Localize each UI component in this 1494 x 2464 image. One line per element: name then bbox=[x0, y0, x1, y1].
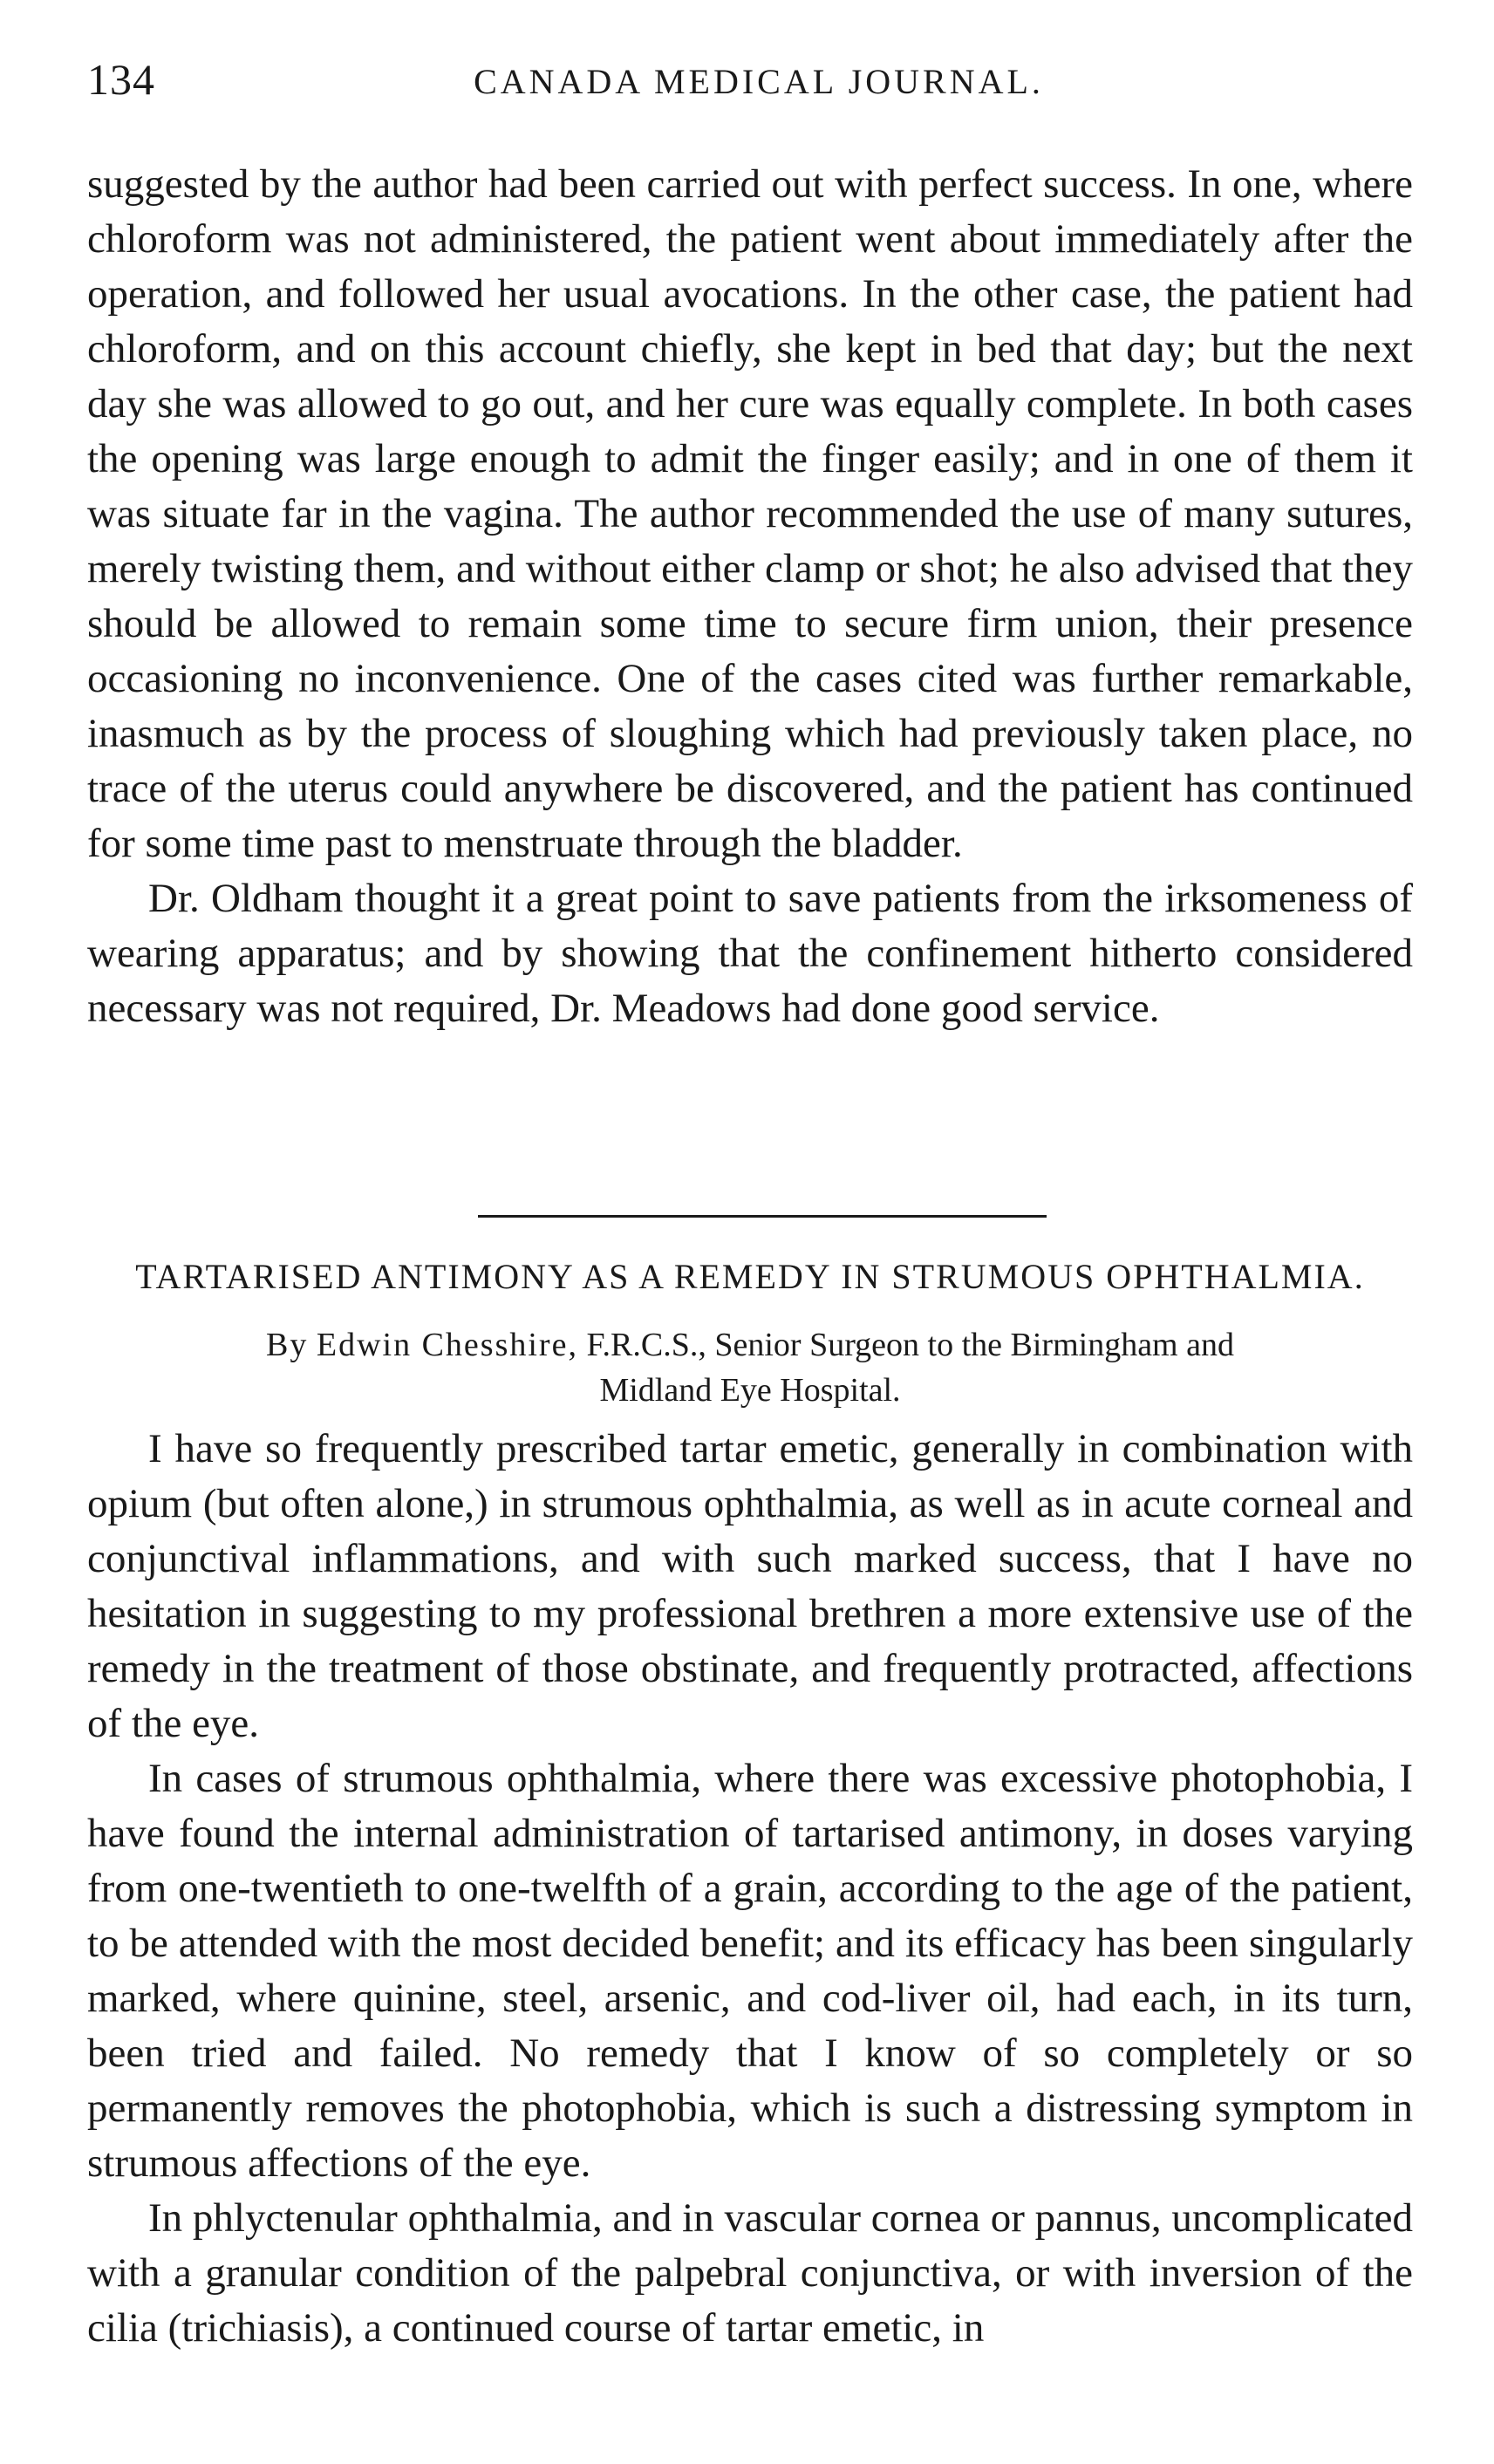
byline bbox=[87, 1322, 1413, 1413]
running-head bbox=[87, 54, 1430, 115]
article-paragraph: In phlyctenular ophthalmia, and in vascular cornea or pannus, uncomplicated with a granular condition of the palpebral conjunctiva, or with inversion of the cilia (trichiasis), a continued course of tartar emetic, in bbox=[87, 2195, 1413, 2351]
article-paragraph: In cases of strumous ophthalmia, where there was excessive photophobia, I have found the internal administration of tartarised antimony, in doses varying from one-twentieth to one-twelfth of a grain, according to the age of the patient, to be attended with the most decided benefit; and its efficacy has been singularly marked, where quinine, steel, arsenic, and cod-liver oil, had each, in its turn, been tried and failed. No remedy that I know of so completely or so permanently removes the photophobia, which is such a distressing symptom in strumous affections of the eye. bbox=[87, 1756, 1413, 2186]
journal-title: CANADA MEDICAL JOURNAL. bbox=[474, 62, 1044, 101]
continuation-paragraph: suggested by the author had been carried out with perfect success. In one, where chloroform was not administered, the patient went about immediately after the operation, and followed her usual avocations. In the other case, the patient had chloroform, and on this account chiefly, she kept in bed that day; but the next day she was allowed to go out, and her cure was equally complete. In both cases the opening was large enough to admit the finger easily; and in one of them it was situate far in the vagina. The author recommended the use of many sutures, merely twisting them, and without either clamp or shot; he also advised that they should be allowed to remain some time to secure firm union, their presence occasioning no inconvenience. One of the cases cited was further remarkable, inasmuch as by the process of sloughing which had previously taken place, no trace of the uterus could anywhere be discovered, and the patient has continued for some time past to menstruate through the bladder. bbox=[87, 161, 1413, 866]
byline-line-1 bbox=[87, 1322, 1413, 1368]
author-name: Edwin Chesshire, bbox=[316, 1327, 578, 1363]
page-number: 134 bbox=[87, 55, 155, 104]
byline-line-2: Midland Eye Hospital. bbox=[599, 1372, 901, 1409]
article-body bbox=[87, 1422, 1413, 2356]
article-title: TARTARISED ANTIMONY AS A REMEDY IN STRUMOUS OPHTHALMIA. bbox=[135, 1257, 1365, 1296]
oldham-paragraph: Dr. Oldham thought it a great point to save patients from the irksomeness of wearing apparatus; and by showing that the confinement hitherto considered necessary was not required, Dr. Meadows had done good service. bbox=[87, 876, 1413, 1031]
section-divider bbox=[478, 1215, 1047, 1218]
author-credentials: F.R.C.S., Senior Surgeon to the Birmingham and bbox=[586, 1327, 1234, 1363]
byline-prefix: By bbox=[266, 1327, 309, 1363]
continuation-text bbox=[87, 157, 1413, 1036]
article-paragraph: I have so frequently prescribed tartar emetic, generally in combination with opium (but often alone,) in strumous ophthalmia, as well as in acute corneal and conjunctival inflammations, and with such marked success, that I have no hesitation in suggesting to my professional brethren a more extensive use of the remedy in the treatment of those obstinate, and frequently protracted, affections of the eye. bbox=[87, 1426, 1413, 1746]
